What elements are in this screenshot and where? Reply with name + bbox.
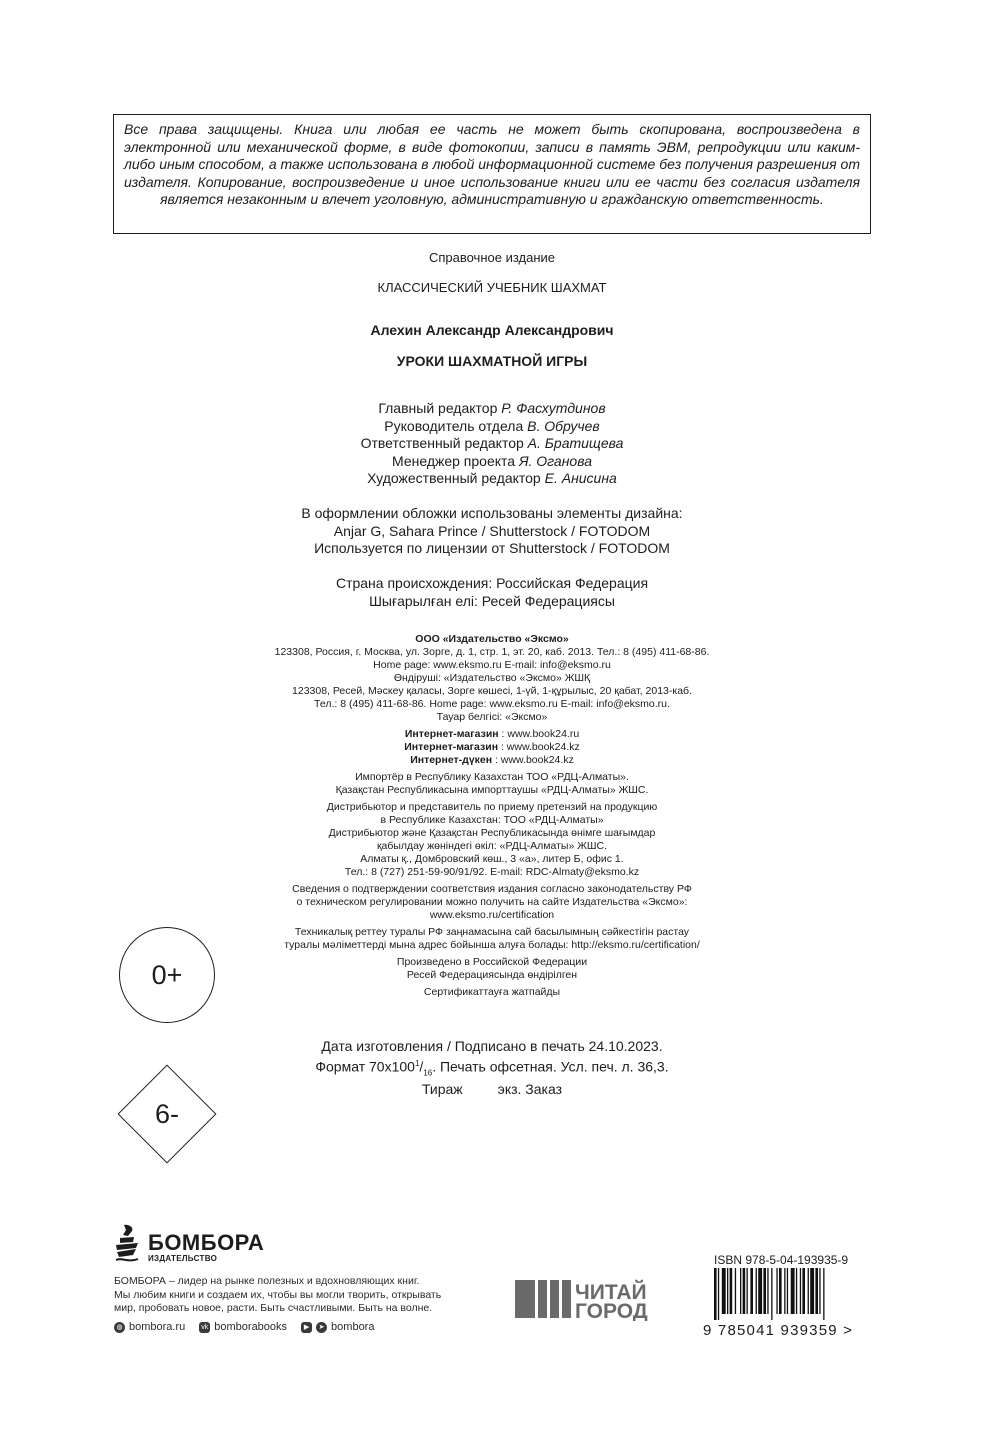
origin: Страна происхождения: Российская Федерация Шығарылған елі: Ресей Федерациясы: [335, 575, 649, 609]
barcode-bar: [800, 1268, 801, 1314]
chitai-word-2: ГОРОД: [575, 1300, 648, 1321]
barcode-bar: [740, 1268, 741, 1314]
barcode-bar: [763, 1268, 766, 1314]
chitai-block-3: [550, 1280, 559, 1318]
barcode-bar: [819, 1268, 820, 1314]
barcode-bar: [776, 1268, 777, 1314]
social-link-telegram[interactable]: ▶ ➤ bombora: [301, 1321, 374, 1333]
chitai-gorod-logo: [515, 1277, 675, 1321]
bombora-description: БОМБОРА – лидер на рынке полезных и вдохновляющих книг. Мы любим книги и создаем их, чтобы вы могли творить, открывать мир, пробовать новое, расти. Быть счастливыми. Быть на волне.: [114, 1275, 442, 1314]
bombora-name: БОМБОРА: [148, 1230, 265, 1255]
barcode-bar: [722, 1268, 726, 1314]
shop-line: Интернет-магазин : www.book24.kz: [404, 741, 580, 753]
format-line: Формат $70x100^1/_{16}$. Печать офсетная. Усл. печ. л. 36,3.: [315, 1058, 669, 1078]
barcode-bar: [714, 1268, 717, 1320]
vk-icon: vk: [201, 1323, 209, 1331]
barcode-bar: [823, 1268, 824, 1320]
credit-line: Главный редактор Р. Фасхутдинов: [378, 400, 606, 416]
barcode-bar: [796, 1268, 797, 1314]
print-info: Дата изготовления / Подписано в печать 24.10.2023. Формат $70x100^1/_{16}$. Печать офсетная. Усл. печ. л. 36,3. Тираж экз. Заказ: [150, 1038, 834, 1098]
barcode-bar: [735, 1268, 736, 1314]
series-text: КЛАССИЧЕСКИЙ УЧЕБНИК ШАХМАТ: [377, 280, 607, 295]
barcode-bar: [727, 1268, 728, 1314]
age-rating-circle: [119, 927, 215, 1023]
book-title: [150, 353, 834, 369]
chitai-block-2: [538, 1280, 547, 1318]
barcode-bar: [767, 1268, 768, 1314]
barcode-bar: [743, 1268, 746, 1314]
copyright-text: Все права защищены. Книга или любая ее часть не может быть скопирована, воспроизведена в электронной или механической форме, в виде фотокопии, записи в память ЭВМ, репродукции или каким-либо иным способом, а также использована в любой информационной системе без получения разрешения от издателя. Копирование, воспроизведение и иное использование книги или ее части без согласия издателя является незаконным и влечет уголовную, административную и гражданскую ответственность.: [124, 121, 860, 207]
credit-line: Менеджер проекта Я. Оганова: [392, 452, 592, 469]
barcode-bar: [808, 1268, 809, 1314]
social-link-vk[interactable]: vk bomborabooks: [201, 1321, 288, 1333]
author: [150, 322, 834, 338]
barcode-bar: [758, 1268, 762, 1314]
barcode-bar: [730, 1268, 733, 1314]
social-link-site[interactable]: ◍ bombora.ru: [114, 1321, 185, 1333]
video-icon: ▶: [301, 1322, 312, 1333]
telegram-icon: ➤: [316, 1322, 327, 1333]
shop-line: Интернет-магазин : www.book24.ru: [404, 728, 580, 740]
publisher-name: ООО «Издательство «Эксмо»: [415, 633, 569, 645]
credit-line: Ответственный редактор А. Братищева: [360, 435, 624, 451]
chitai-block-4: [562, 1280, 571, 1318]
copyright-notice: [113, 114, 871, 234]
barcode-bar: [747, 1268, 748, 1314]
chitai-block-1: [515, 1280, 535, 1318]
barcode-bar: [787, 1268, 788, 1314]
barcode-bar: [718, 1268, 719, 1320]
edition-type: [150, 250, 834, 265]
barcode-bar: [784, 1268, 785, 1314]
barcode-bar: [750, 1268, 753, 1314]
publisher-info: ООО «Издательство «Эксмо» 123308, Россия, г. Москва, ул. Зорге, д. 1, стр. 1, эт. 20, каб. 2013. Тел.: 8 (495) 411-68-86. Home page: www.eksmo.ru E-mail: info@eksmo.ru Өндіруші: «Издательство «Эксмо» ЖШҚ 123308, Ресей, Мәскеу қаласы, Зорге көшесі, 1-үй, 1-құрылыс, 20 қабат, 2013-каб. Тел.: 8 (495) 411-68-86. Home page: www.eksmo.ru E-mail: info@eksmo.ru. Тауар белгісі: «Эксмо» Интернет-магазин : www.book24.ru Интернет-магазин : www.book24.kz Интернет-дүкен : www.book24.kz Импортёр в Республику Казахстан ТОО «РДЦ-Алматы». Қазақстан Республикасына импорттаушы «РДЦ-Алматы» ЖШС. Дистрибьютор и представитель по приему претензий на продукцию в Республике Казахстан: ТОО «РДЦ-Алматы» Дистрибьютор және Қазақстан Республикасында өнімге шағымдар қабылдау жөніндегі өкіл: «РДЦ-Алматы» ЖШС. Алматы қ., Домбровский көш., 3 «а», литер Б, офис 1. Тел.: 8 (727) 251-59-90/91/92. E-mail: RDC-Almaty@eksmo.kz Сведения о подтверждении соответствия издания согласно законодательству РФ о техническом регулировании можно получить на сайте Издательства «Эксмо»: www.eksmo.ru/certification Техникалық реттеу туралы РФ заңнамасына сай басылымның сәйкестігін растау туралы мәліметтерді мына адрес бойынша алуға болады: http://eksmo.ru/certification/ Произведено в Российской Федерации Ресей Федерациясында өндірілген Сертификаттауға жатпайды: [150, 633, 834, 999]
barcode-bar: [756, 1268, 757, 1314]
series: [150, 280, 834, 295]
bombora-subtitle: ИЗДАТЕЛЬСТВО: [148, 1254, 218, 1263]
barcode-bar: [771, 1268, 772, 1320]
author-text: Алехин Александр Александрович: [370, 322, 614, 338]
age-rating-diamond-text: 6-: [154, 1098, 179, 1129]
isbn: ISBN 978-5-04-193935-9: [714, 1253, 849, 1267]
cover-design: В оформлении обложки использованы элементы дизайна: Anjar G, Sahara Prince / Shutterstock / FOTODOM Используется по лицензии от Shutterstock / FOTODOM: [301, 505, 683, 556]
shop-line: Интернет-дүкен : www.book24.kz: [410, 754, 574, 766]
barcode: [714, 1268, 860, 1320]
globe-icon: ◍: [114, 1322, 125, 1333]
credit-line: Руководитель отдела В. Обручев: [384, 417, 600, 434]
chitai-word-1: ЧИТАЙ: [575, 1281, 647, 1304]
credit-line: Художественный редактор Е. Анисина: [367, 470, 617, 486]
edition-type-text: Справочное издание: [428, 250, 556, 265]
book-title-text: УРОКИ ШАХМАТНОЙ ИГРЫ: [396, 353, 588, 369]
barcode-digits: 9 785041 939359 >: [703, 1322, 854, 1339]
barcode-bar: [779, 1268, 782, 1314]
barcode-bar: [815, 1268, 818, 1314]
credits: [150, 400, 834, 488]
age-rating-circle-text: 0+: [151, 959, 183, 990]
barcode-bar: [802, 1268, 805, 1314]
social-links: [114, 1321, 374, 1333]
barcode-bar: [791, 1268, 795, 1314]
barcode-bar: [810, 1268, 814, 1314]
